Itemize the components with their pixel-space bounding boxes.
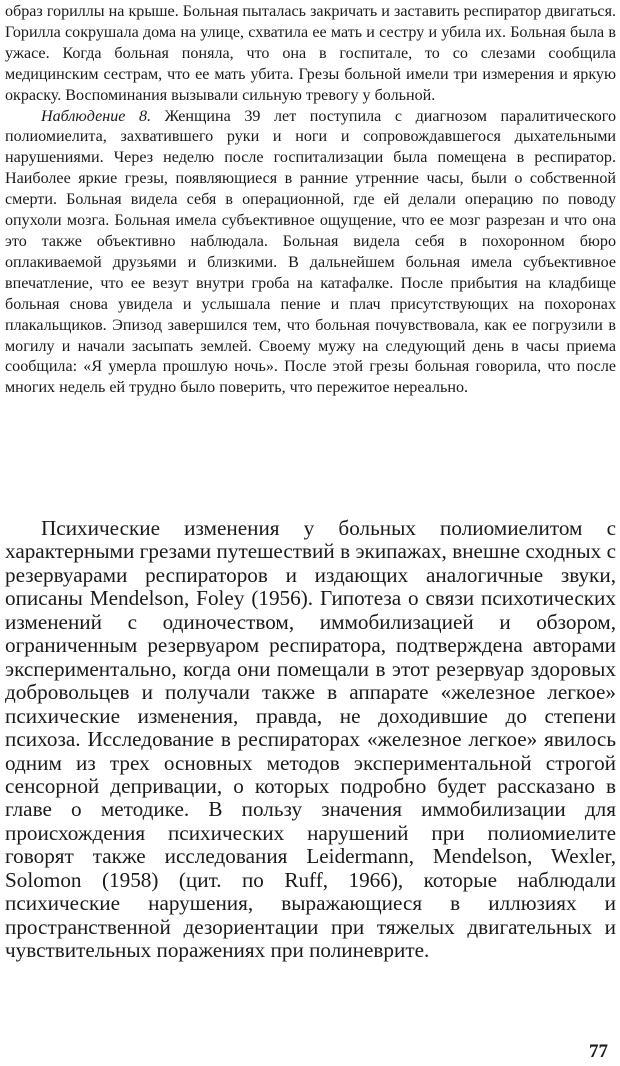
main-paragraph: Психические изменения у больных полиомиелитом с характерными грезами путешествий в экипажах, внешне сходных с резервуарами респираторов и издающих аналогичные звуки, описаны Mendelson, Foley (1956). Гипотеза о связи психотических изменений с одиночеством, иммобилизацией и обзором, ограниченным резервуаром респиратора, подтверждена авторами экспериментально, когда они помещали в этот резервуар здоровых добровольцев и получали также в аппарате «железное легкое» психические изменения, правда, не доходившие до степени психоза. Исследование в респираторах «железное легкое» явилось одним из трех основных методов экспериментальной строгой сенсорной депривации, о которых подробно будет рассказано в главе о методике. В пользу значения иммобилизации для происхождения психических нарушений при полиомиелите говорят также исследования Leidermann, Mendelson, Wexler, Solomon (1958) (цит. по Ruff, 1966), которые наблюдали психические нарушения, выражающиеся в иллюзиях и пространственной дезориентации при тяжелых двигательных и чувствительных поражениях при полиневрите. xyxy=(5,516,616,963)
main-text xyxy=(5,517,616,963)
observation-8-label: Наблюдение 8. xyxy=(41,107,152,125)
case-observations xyxy=(5,2,616,399)
observation-7-ending: образ гориллы на крыше. Больная пыталась закричать и заставить респиратор двигаться. Горилла сокрушала дома на улице, схватила ее мать и сестру и убила их. Больная была в ужасе. Когда больная поняла, что она в госпитале, то со слезами сообщила медицинским сестрам, что ее мать убита. Грезы больной имели три измерения и яркую окраску. Воспоминания вызывали сильную тревогу у больной. xyxy=(5,3,616,104)
observation-8-text: Женщина 39 лет поступила с диагнозом паралитического полиомиелита, захватившего руки и ноги и сопровождавшегося дыхательными нарушениями. Через неделю после госпитализации была помещена в респиратор. Наиболее яркие грезы, появляющиеся в ранние утренние часы, были о собственной смерти. Больная видела себя в операционной, где ей делали операцию по поводу опухоли мозга. Больная имела субъективное ощущение, что ее мозг разрезан и что она это также объективно наблюдала. Больная видела себя в похоронном бюро оплакиваемой друзьями и близкими. В дальнейшем больная имела субъективное впечатление, что ее везут внутри гроба на катафалке. После прибытия на кладбище больная снова увидела и услышала пение и плач присутствующих на похоронах плакальщиков. Эпизод завершился тем, что больная почувствовала, как ее погрузили в могилу и начали засыпать землей. Своему мужу на следующий день в часы приема сообщила: «Я умерла прошлую ночь». После этой грезы больная говорила, что после многих недель ей трудно было поверить, что пережитое нереально. xyxy=(5,107,617,397)
observation-8 xyxy=(5,107,616,400)
page-number: 77 xyxy=(589,1041,608,1062)
